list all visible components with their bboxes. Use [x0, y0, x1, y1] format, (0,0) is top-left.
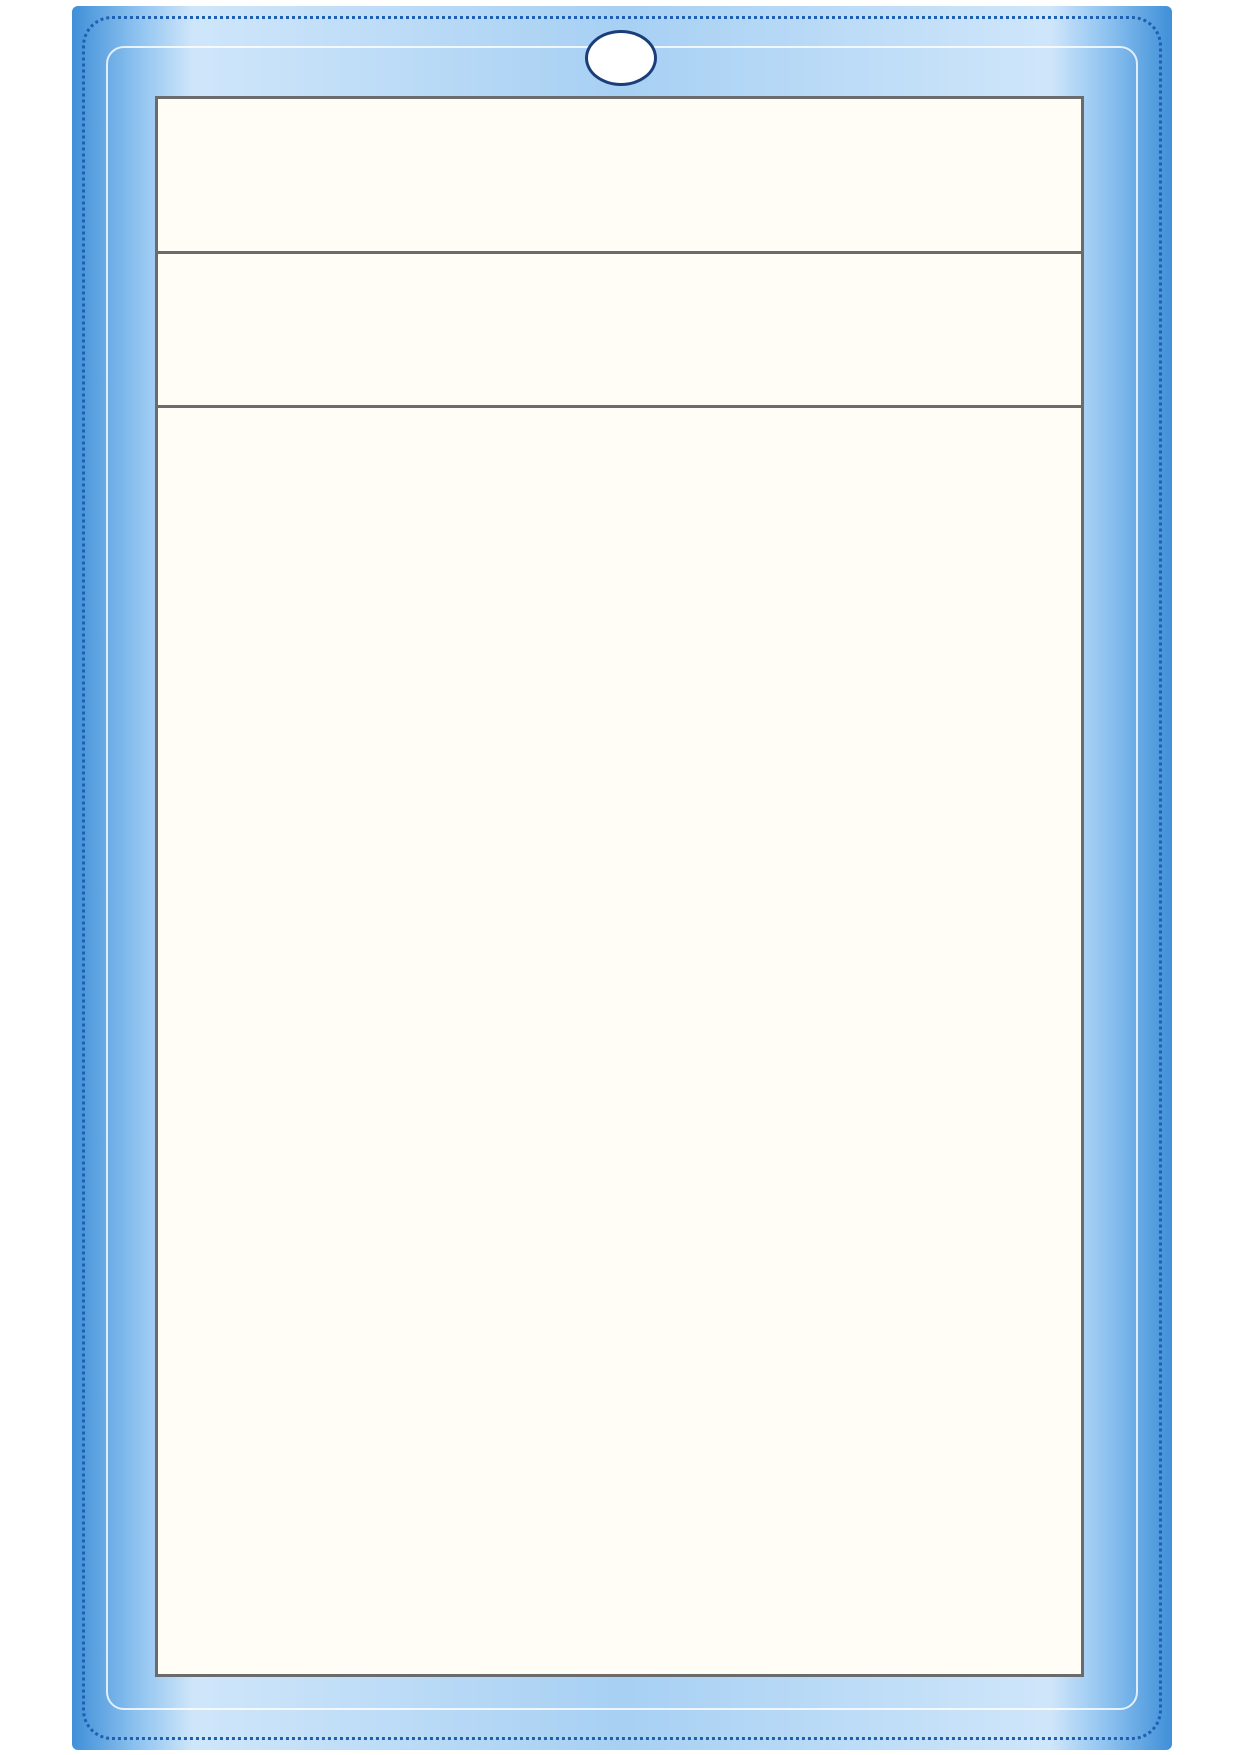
top-row-grid	[158, 99, 1081, 254]
letter-grid	[158, 405, 1081, 1677]
instructions-box	[188, 257, 1053, 259]
lesson-panel	[155, 96, 1084, 1677]
page-number	[585, 30, 657, 86]
